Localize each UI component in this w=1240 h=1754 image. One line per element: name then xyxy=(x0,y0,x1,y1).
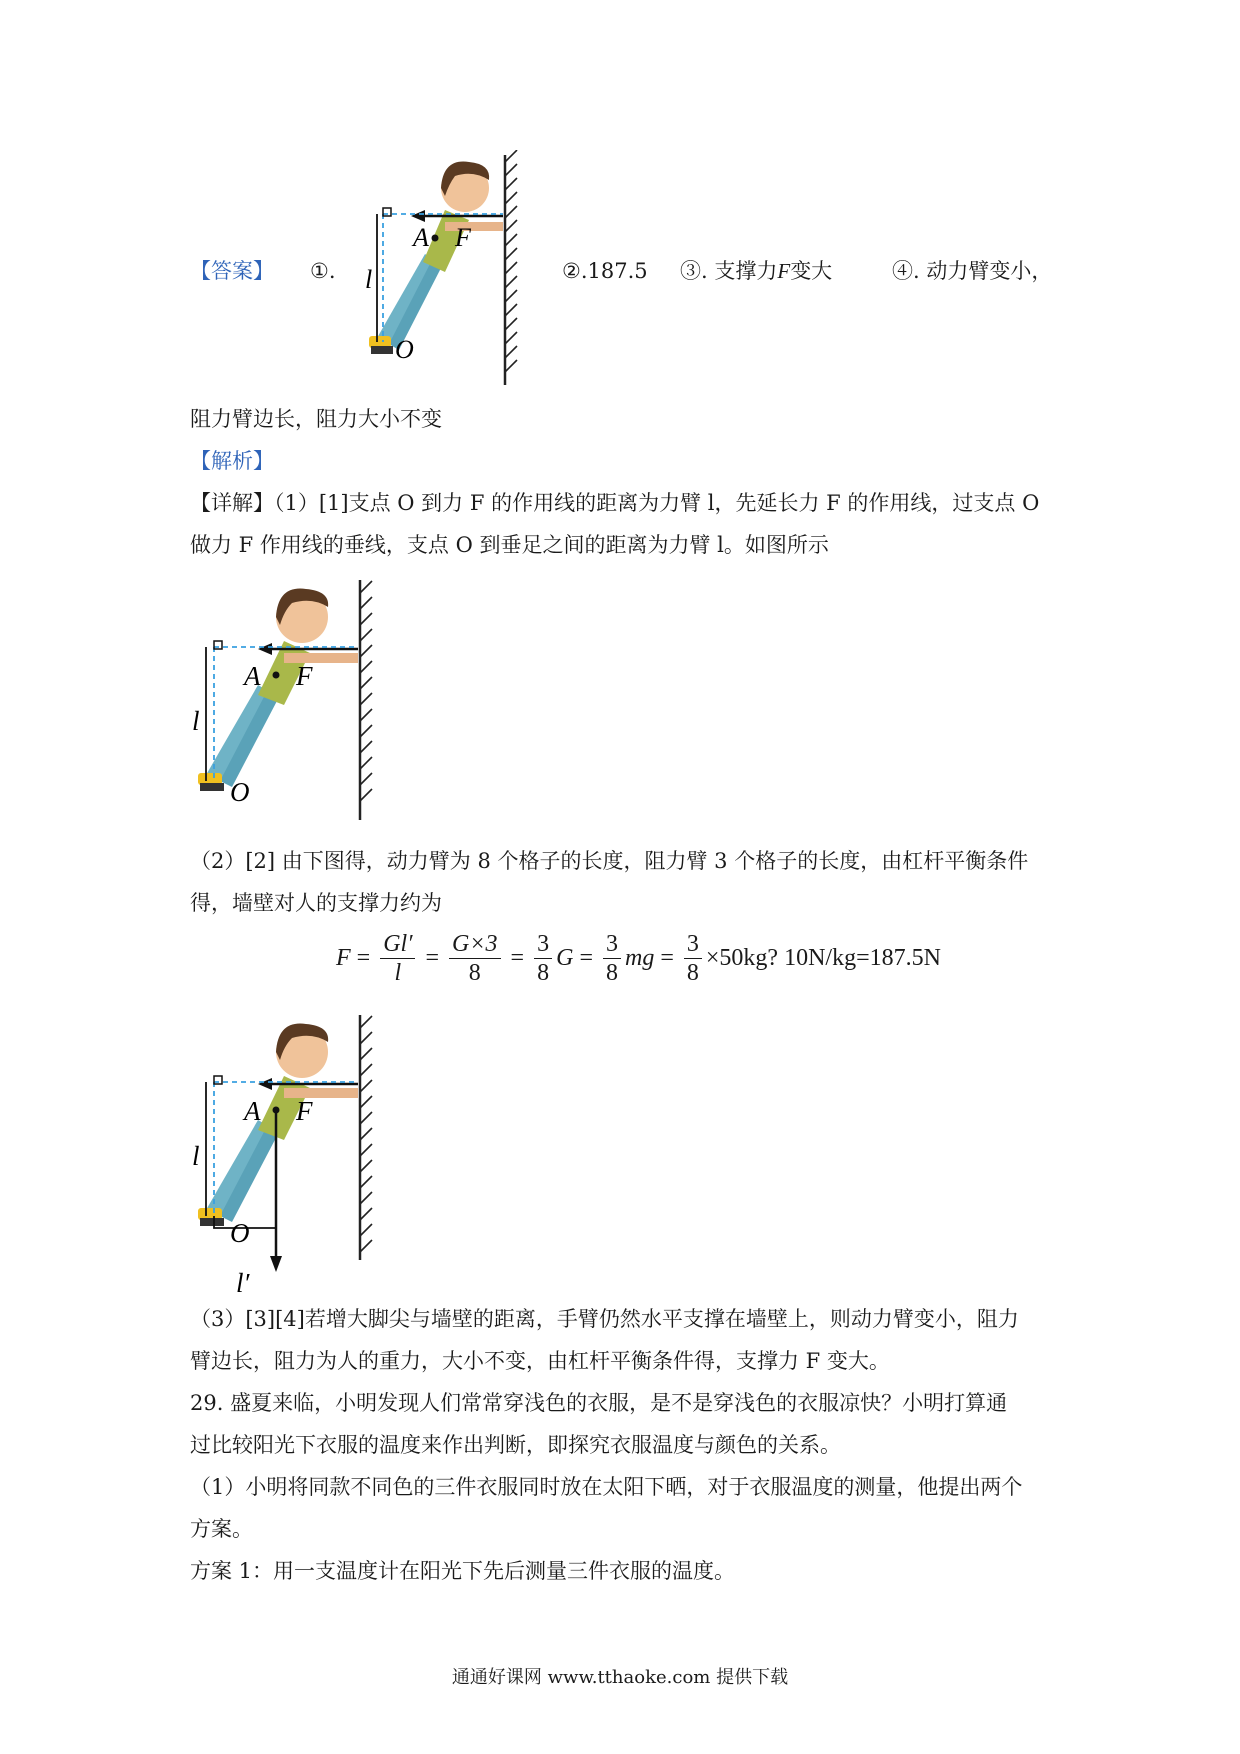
detail-p1-line2: 做力 F 作用线的垂线，支点 O 到垂足之间的距离为力臂 l。如图所示 xyxy=(190,533,829,557)
wall-hatch xyxy=(505,150,517,385)
label-l: l xyxy=(192,706,200,736)
figure-resistance-arm xyxy=(192,1010,392,1300)
label-a: A xyxy=(244,661,261,691)
fraction-1: $\frac{Gl'}{l}$ xyxy=(380,930,415,987)
label-l: l xyxy=(365,265,373,294)
analysis-tag: 【解析】 xyxy=(190,449,274,473)
label-f: F xyxy=(455,223,471,252)
label-o: O xyxy=(395,335,414,364)
page-footer: 通通好课网 www.tthaoke.com 提供下载 xyxy=(451,1667,789,1688)
answer-item-1: ①. xyxy=(310,259,336,283)
equation: F = $\frac{Gl'}{l}$ = $\frac{G\times 3}{8}$ = $\frac{3}{8}$ G = $\frac{3}{8}$ mg = $\frac{3}{8}$ ×50kg? 10N/kg=187.5N xyxy=(336,931,941,986)
label-o: O xyxy=(230,1218,250,1248)
answer-row xyxy=(190,256,274,286)
q29-line2: 过比较阳光下衣服的温度来作出判断，即探究衣服温度与颜色的关系。 xyxy=(190,1433,841,1457)
q29-line1: 29. 盛夏来临，小明发现人们常常穿浅色的衣服，是不是穿浅色的衣服凉快？小明打算通 xyxy=(190,1391,1008,1415)
answer-item-2: ②.187.5 xyxy=(562,259,648,283)
detail-p2-line2: 得，墙壁对人的支撑力约为 xyxy=(190,891,442,915)
detail-p2-line1: （2）[2] 由下图得，动力臂为 8 个格子的长度，阻力臂 3 个格子的长度，由杠杆平衡条件 xyxy=(190,849,1029,873)
answer-item-4: ④. 动力臂变小， xyxy=(892,259,1053,283)
person-illustration xyxy=(369,162,503,354)
figure-lever-arm xyxy=(192,575,392,825)
detail-tag: 【详解】 xyxy=(190,491,274,515)
fraction-2: $\frac{G\times 3}{8}$ xyxy=(449,930,501,987)
fraction-5: $\frac{3}{8}$ xyxy=(684,930,702,987)
label-l-prime: l′ xyxy=(236,1268,250,1298)
label-a: A xyxy=(413,223,429,252)
label-f: F xyxy=(296,661,313,691)
figure-answer-lever xyxy=(345,150,525,390)
answer-item-3: ③. 支撑力F变大 xyxy=(680,259,833,283)
label-o: O xyxy=(230,777,250,807)
q29-line4: 方案。 xyxy=(190,1517,253,1541)
q29-line5: 方案 1：用一支温度计在阳光下先后测量三件衣服的温度。 xyxy=(190,1559,736,1583)
fraction-3: $\frac{3}{8}$ xyxy=(534,930,552,987)
label-l: l xyxy=(192,1141,200,1171)
detail-p3-line1: （3）[3][4]若增大脚尖与墙壁的距离，手臂仍然水平支撑在墙壁上，则动力臂变小，阻力 xyxy=(190,1307,1019,1331)
detail-p1-line1: 【详解】（1）[1]支点 O 到力 F 的作用线的距离为力臂 l，先延长力 F 的作用线，过支点 O xyxy=(190,491,1040,515)
label-f: F xyxy=(296,1096,313,1126)
fraction-4: $\frac{3}{8}$ xyxy=(603,930,621,987)
answer-continuation: 阻力臂边长，阻力大小不变 xyxy=(190,407,442,431)
answer-tag: 【答案】 xyxy=(190,259,274,283)
label-a: A xyxy=(244,1096,261,1126)
detail-p3-line2: 臂边长，阻力为人的重力，大小不变，由杠杆平衡条件得，支撑力 F 变大。 xyxy=(190,1349,890,1373)
q29-line3: （1）小明将同款不同色的三件衣服同时放在太阳下晒，对于衣服温度的测量，他提出两个 xyxy=(190,1475,1023,1499)
